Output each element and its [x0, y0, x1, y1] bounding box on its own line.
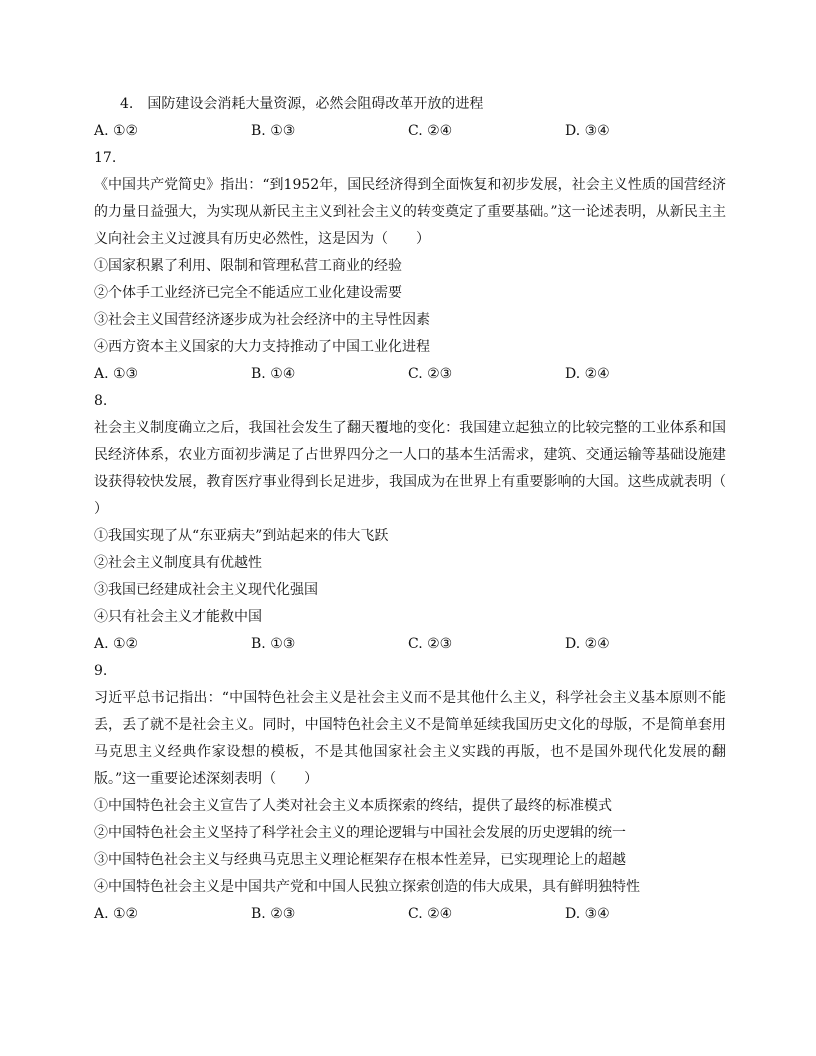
options-row — [94, 118, 726, 145]
option-d: D. ②④ — [565, 366, 610, 382]
question-number: 9. — [94, 663, 108, 679]
option-b: B. ①③ — [251, 636, 296, 652]
question-8 — [94, 388, 754, 658]
option-a: A. ①② — [94, 906, 139, 922]
statement-1: ①中国特色社会主义宣告了人类对社会主义本质探索的终结，提供了最终的标准模式 — [94, 798, 612, 814]
statement-2: ②中国特色社会主义坚持了科学社会主义的理论逻辑与中国社会发展的历史逻辑的统一 — [94, 825, 626, 841]
options-row — [94, 631, 726, 658]
option-b: B. ②③ — [251, 906, 296, 922]
question-stem: 社会主义制度确立之后，我国社会发生了翻天覆地的变化：我国建立起独立的比较完整的工业体系和国民经济体系，农业方面初步满足了占世界四分之一人口的基本生活需求，建筑、交通运输等基础设施建设获得较快发展，教育医疗事业得到长足进步，我国成为在世界上有重要影响的大国。这些成就表明（ ） — [94, 420, 754, 517]
statement-4: 4. 国防建设会消耗大量资源，必然会阻碍改革开放的进程 — [120, 96, 484, 112]
question-stem: 习近平总书记指出：“中国特色社会主义是社会主义而不是其他什么主义，科学社会主义基本原则不能丢，丢了就不是社会主义。同时，中国特色社会主义不是简单延续我国历史文化的母版，不是简单套用马克思主义经典作家设想的模板，不是其他国家社会主义实践的再版，也不是国外现代化发展的翻版。”这一重要论述深刻表明（ ） — [94, 690, 726, 787]
option-b: B. ①③ — [251, 123, 296, 139]
statement-1: ①国家积累了利用、限制和管理私营工商业的经验 — [94, 258, 402, 274]
statement-3: ③我国已经建成社会主义现代化强国 — [94, 582, 318, 598]
question-9 — [94, 658, 726, 928]
option-a: A. ①③ — [94, 366, 139, 382]
question-stem: 《中国共产党简史》指出：“到1952年，国民经济得到全面恢复和初步发展，社会主义性质的国营经济的力量日益强大，为实现从新民主主义到社会主义的转变奠定了重要基础。”这一论述表明，从新民主主义向社会主义过渡具有历史必然性，这是因为（ ） — [94, 177, 726, 247]
option-a: A. ①② — [94, 636, 139, 652]
statement-1: ①我国实现了从“东亚病夫”到站起来的伟大飞跃 — [94, 528, 389, 544]
question-number: 8. — [94, 393, 108, 409]
statement-3: ③社会主义国营经济逐步成为社会经济中的主导性因素 — [94, 312, 430, 328]
option-d: D. ③④ — [565, 906, 610, 922]
question-number: 17. — [94, 150, 117, 166]
document-content — [94, 91, 754, 928]
statement-4: ④西方资本主义国家的大力支持推动了中国工业化进程 — [94, 339, 430, 355]
statement-3: ③中国特色社会主义与经典马克思主义理论框架存在根本性差异，已实现理论上的超越 — [94, 852, 626, 868]
option-d: D. ②④ — [565, 636, 610, 652]
statement-2: ②社会主义制度具有优越性 — [94, 555, 262, 571]
statement-4: ④只有社会主义才能救中国 — [94, 609, 262, 625]
option-c: C. ②③ — [408, 636, 453, 652]
option-c: C. ②④ — [408, 906, 453, 922]
options-row — [94, 901, 726, 928]
option-d: D. ③④ — [565, 123, 610, 139]
question-17 — [94, 145, 726, 388]
option-a: A. ①② — [94, 123, 139, 139]
option-b: B. ①④ — [251, 366, 296, 382]
statement-4: ④中国特色社会主义是中国共产党和中国人民独立探索创造的伟大成果，具有鲜明独特性 — [94, 879, 640, 895]
statement-2: ②个体手工业经济已完全不能适应工业化建设需要 — [94, 285, 402, 301]
option-c: C. ②③ — [408, 366, 453, 382]
options-row — [94, 361, 726, 388]
option-c: C. ②④ — [408, 123, 453, 139]
